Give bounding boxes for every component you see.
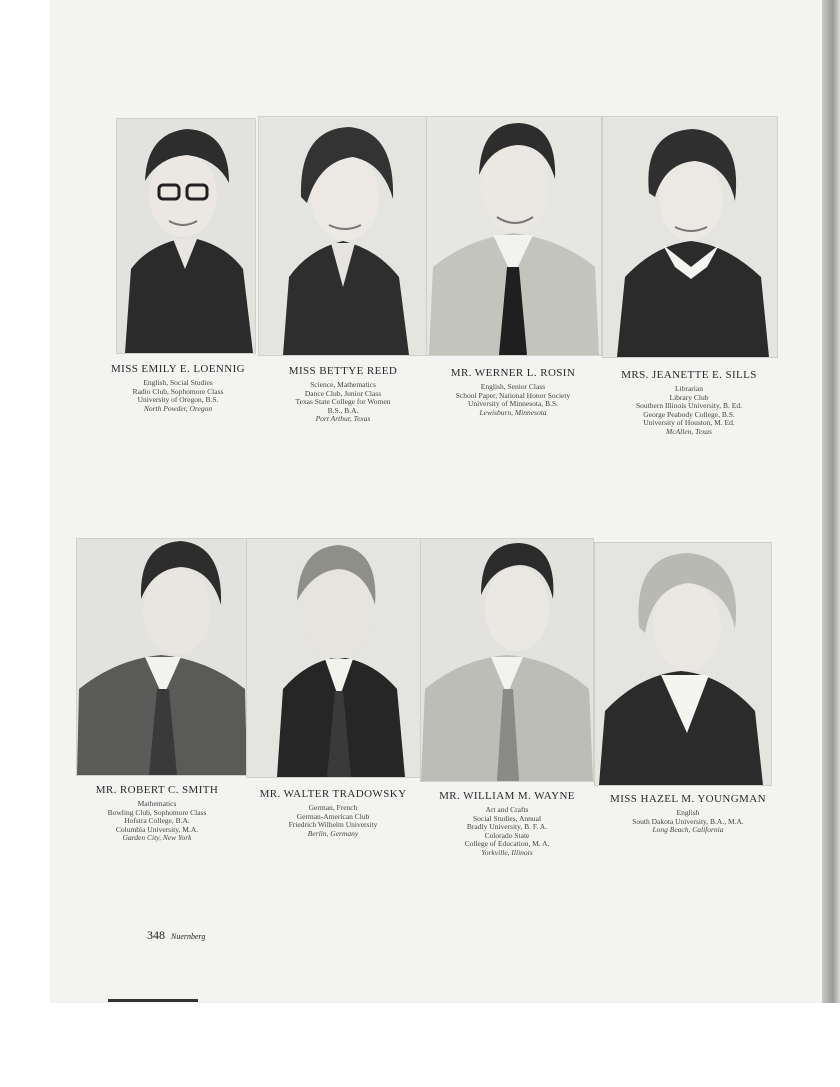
caption-line: University of Oregon, B.S. <box>137 395 219 405</box>
faculty-name: MRS. JEANETTE E. SILLS <box>621 369 757 381</box>
caption-line: Friedrich Wilhelm University <box>288 820 378 830</box>
caption-line: Bowling Club, Sophomore Class <box>107 807 207 817</box>
caption-line: B.S., B.A. <box>327 405 359 415</box>
caption-line: German, French <box>308 803 358 812</box>
caption-line: Mathematics <box>137 799 177 808</box>
caption-line: College of Education, M. A. <box>464 839 550 849</box>
faculty-name: MISS BETTYE REED <box>288 365 398 377</box>
caption-line: Radio Club, Sophomore Class <box>132 386 224 396</box>
caption-wayne <box>414 790 600 858</box>
caption-line: English, Senior Class <box>480 382 546 391</box>
caption-line: George Peabody College, B.S. <box>643 409 735 419</box>
hometown: Garden City, New York <box>122 833 192 843</box>
caption-line: South Dakota University, B.A., M.A. <box>632 816 744 826</box>
caption-line: University of Houston, M. Ed. <box>643 418 735 428</box>
caption-line: Social Studies, Annual <box>472 813 542 823</box>
page-number: 348 <box>147 928 165 942</box>
caption-line: Library Club <box>669 392 709 402</box>
portrait-loennig <box>116 118 256 354</box>
portrait-rosin <box>426 116 602 356</box>
caption-line: Bradly University, B. F. A. <box>466 822 548 832</box>
portrait-sills <box>602 116 778 358</box>
caption-line: Science, Mathematics <box>310 380 376 389</box>
caption-line: Dance Club, Junior Class <box>304 388 382 398</box>
portrait-youngman <box>594 542 772 786</box>
hometown: Port Arthur, Texas <box>315 414 371 424</box>
faculty-name: MISS EMILY E. LOENNIG <box>111 363 245 375</box>
caption-youngman <box>590 793 786 835</box>
faculty-name: MISS HAZEL M. YOUNGMAN <box>610 793 766 805</box>
faculty-name: MR. ROBERT C. SMITH <box>95 784 219 796</box>
publication-name: Nuernberg <box>171 932 206 941</box>
portrait-reed <box>258 116 428 356</box>
caption-reed <box>248 365 438 424</box>
bottom-rule <box>108 999 198 1002</box>
hometown: North Powder, Oregon <box>143 403 213 413</box>
hometown: McAllen, Texas <box>666 426 712 436</box>
caption-line: University of Minnesota, B.S. <box>468 399 558 409</box>
caption-line: Hofstra College, B.A. <box>124 816 190 826</box>
caption-line: Texas State College for Women <box>295 397 391 407</box>
hometown: Berlin, Germany <box>307 828 359 838</box>
caption-line: Librarian <box>675 384 703 393</box>
hometown: Yorkville, Illinois <box>481 847 533 857</box>
caption-line: Art and Crafts <box>485 805 529 814</box>
caption-line: School Paper, National Honor Society <box>455 390 571 400</box>
caption-line: German-American Club <box>296 811 370 821</box>
caption-line: Colorado State <box>484 830 530 840</box>
page-folio <box>147 928 205 943</box>
portrait-smith <box>76 538 248 776</box>
caption-rosin <box>416 367 610 417</box>
caption-line: English, Social Studies <box>143 378 213 387</box>
caption-sills <box>592 369 786 437</box>
faculty-name: MR. WILLIAM M. WAYNE <box>439 790 575 802</box>
portrait-tradowsky <box>246 538 422 778</box>
hometown: Lewisburn, Minnesota <box>479 407 547 417</box>
caption-line: English <box>676 808 700 817</box>
faculty-name: MR. WERNER L. ROSIN <box>450 367 576 379</box>
caption-smith <box>62 784 252 843</box>
hometown: Long Beach, California <box>652 825 724 835</box>
page-edge-shadow <box>822 0 840 1003</box>
faculty-name: MR. WALTER TRADOWSKY <box>259 788 407 800</box>
caption-loennig <box>84 363 272 413</box>
caption-tradowsky <box>238 788 428 838</box>
caption-line: Columbia University, M.A. <box>115 824 199 834</box>
portrait-wayne <box>420 538 594 782</box>
caption-line: Southern Illinois University, B. Ed. <box>636 401 742 411</box>
